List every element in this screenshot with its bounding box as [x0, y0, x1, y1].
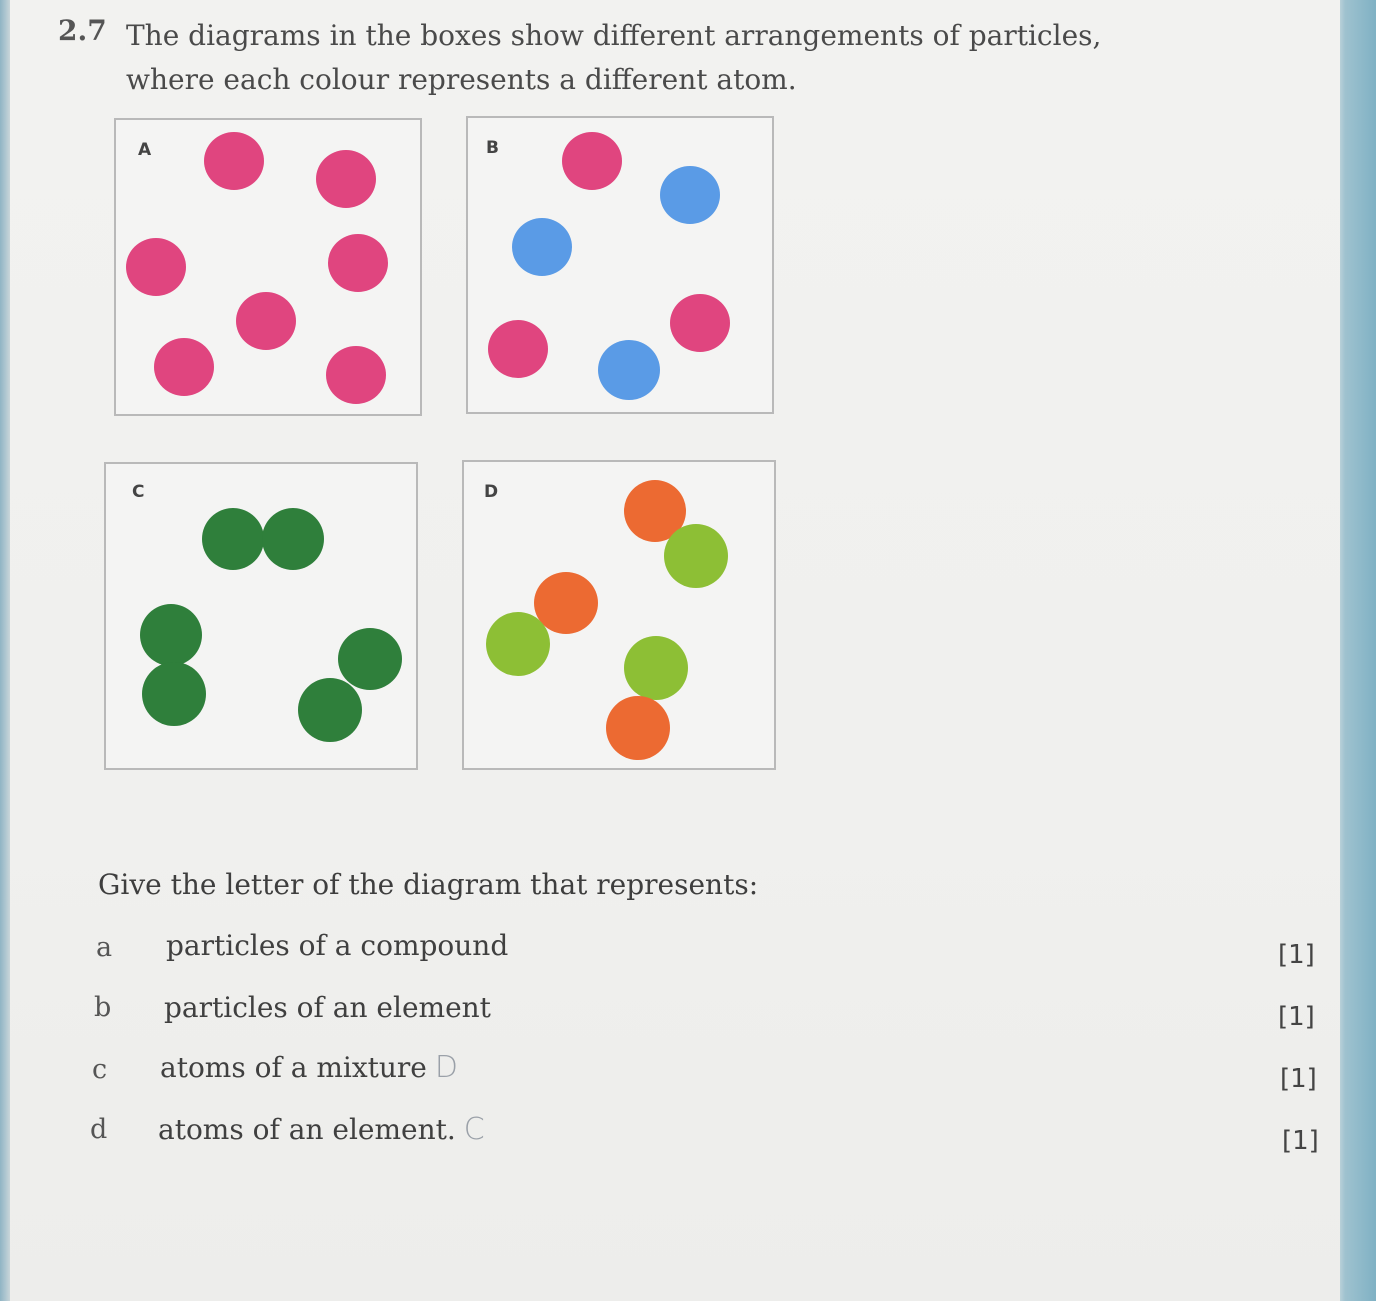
- handwritten-answer[interactable]: C: [463, 1112, 485, 1147]
- item-letter-d: d: [90, 1114, 108, 1145]
- intro-line-2: where each colour represents a different atom.: [126, 63, 797, 96]
- particle: [236, 292, 296, 350]
- question-intro: [126, 14, 1126, 102]
- particle: [326, 346, 386, 404]
- item-label: atoms of a mixture: [160, 1051, 427, 1084]
- diagram-box-a: [114, 118, 422, 416]
- intro-line-1: The diagrams in the boxes show different arrangements of particles,: [126, 19, 1102, 52]
- particle: [664, 524, 728, 588]
- particle: [126, 238, 186, 296]
- diagram-label-b: B: [486, 138, 499, 158]
- particle: [204, 132, 264, 190]
- particle: [512, 218, 572, 276]
- particle: [598, 340, 660, 400]
- particle: [298, 678, 362, 742]
- diagram-label-d: D: [484, 482, 499, 502]
- item-letter-b: b: [94, 992, 112, 1023]
- item-label: particles of an element: [164, 991, 491, 1024]
- diagram-box-c: [104, 462, 418, 770]
- diagram-label-c: C: [132, 482, 145, 502]
- particle: [154, 338, 214, 396]
- particle: [624, 636, 688, 700]
- particle: [202, 508, 264, 570]
- particle: [562, 132, 622, 190]
- question-prompt: Give the letter of the diagram that represents:: [98, 868, 759, 901]
- diagram-box-b: [466, 116, 774, 414]
- mark-allocation: [1]: [1282, 1126, 1319, 1156]
- item-text-c: [160, 1050, 458, 1085]
- question-number: 2.7: [58, 14, 107, 47]
- handwritten-answer[interactable]: D: [434, 1050, 458, 1085]
- particle: [338, 628, 402, 690]
- particle: [488, 320, 548, 378]
- particle: [262, 508, 324, 570]
- item-label: atoms of an element.: [158, 1113, 456, 1146]
- item-text-a: [166, 928, 516, 963]
- mark-allocation: [1]: [1280, 1064, 1317, 1094]
- particle: [670, 294, 730, 352]
- particle: [328, 234, 388, 292]
- particle: [142, 662, 206, 726]
- mark-allocation: [1]: [1278, 940, 1315, 970]
- item-letter-a: a: [96, 932, 113, 963]
- diagram-box-d: [462, 460, 776, 770]
- diagram-label-a: A: [138, 140, 152, 160]
- particle: [140, 604, 202, 666]
- item-text-b: [164, 990, 499, 1025]
- mark-allocation: [1]: [1278, 1002, 1315, 1032]
- item-label: particles of a compound: [166, 929, 509, 962]
- particle: [486, 612, 550, 676]
- particle: [606, 696, 670, 760]
- particle: [316, 150, 376, 208]
- item-text-d: [158, 1112, 485, 1147]
- particle: [660, 166, 720, 224]
- item-letter-c: c: [92, 1054, 108, 1085]
